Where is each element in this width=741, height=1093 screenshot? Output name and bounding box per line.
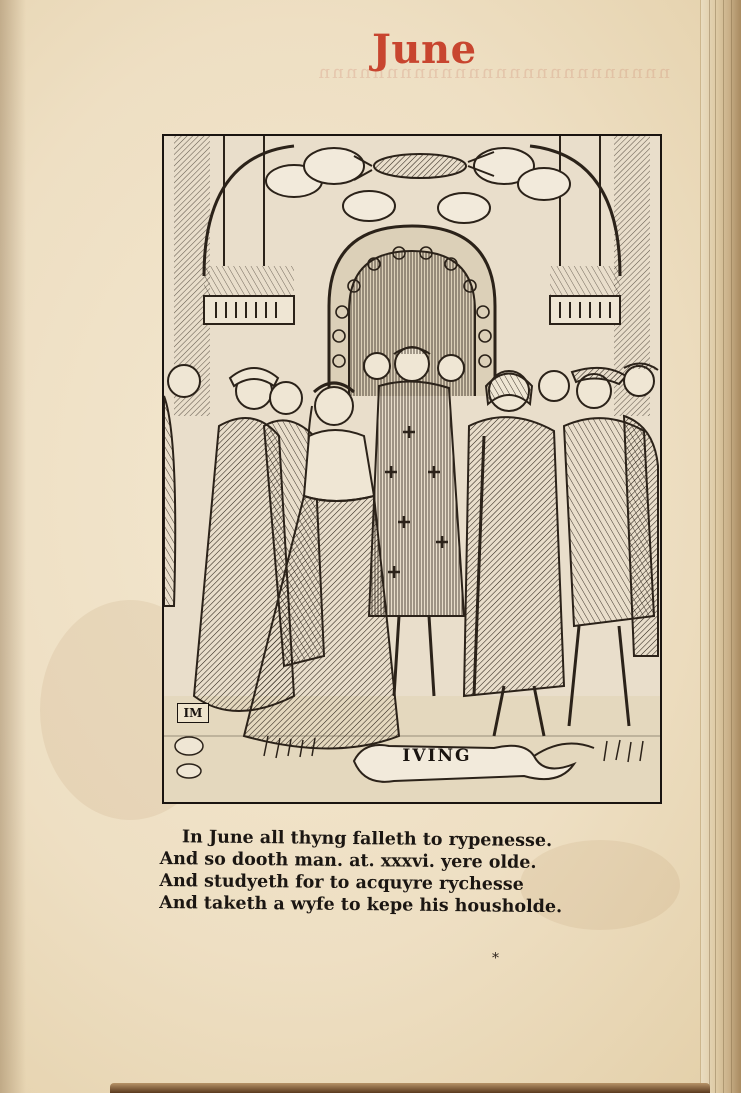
spine-shadow — [0, 0, 26, 1093]
binding-edge — [110, 1083, 710, 1093]
page-edges — [700, 0, 741, 1093]
verse-block — [159, 826, 600, 919]
show-through-text: nnnnnnnnnnnnnnnnnnnnnnnnnn — [316, 62, 670, 83]
verse-line: And taketh a wyfe to kepe his housholde. — [159, 892, 563, 918]
woodcut-drawing — [164, 136, 660, 802]
ink-mark: ⁎ — [492, 946, 499, 962]
month-heading: June — [372, 26, 477, 73]
illustration-banner-text: IVING — [402, 746, 472, 766]
woodcut-illustration — [162, 134, 662, 804]
artist-monogram: IM — [177, 703, 209, 723]
verse-line: And so dooth man. at. xxxvi. yere olde. — [159, 848, 537, 873]
verse-line: In June all thyng falleth to rypenesse. — [181, 827, 553, 852]
verse-line: And studyeth for to acquyre rychesse — [159, 870, 524, 895]
